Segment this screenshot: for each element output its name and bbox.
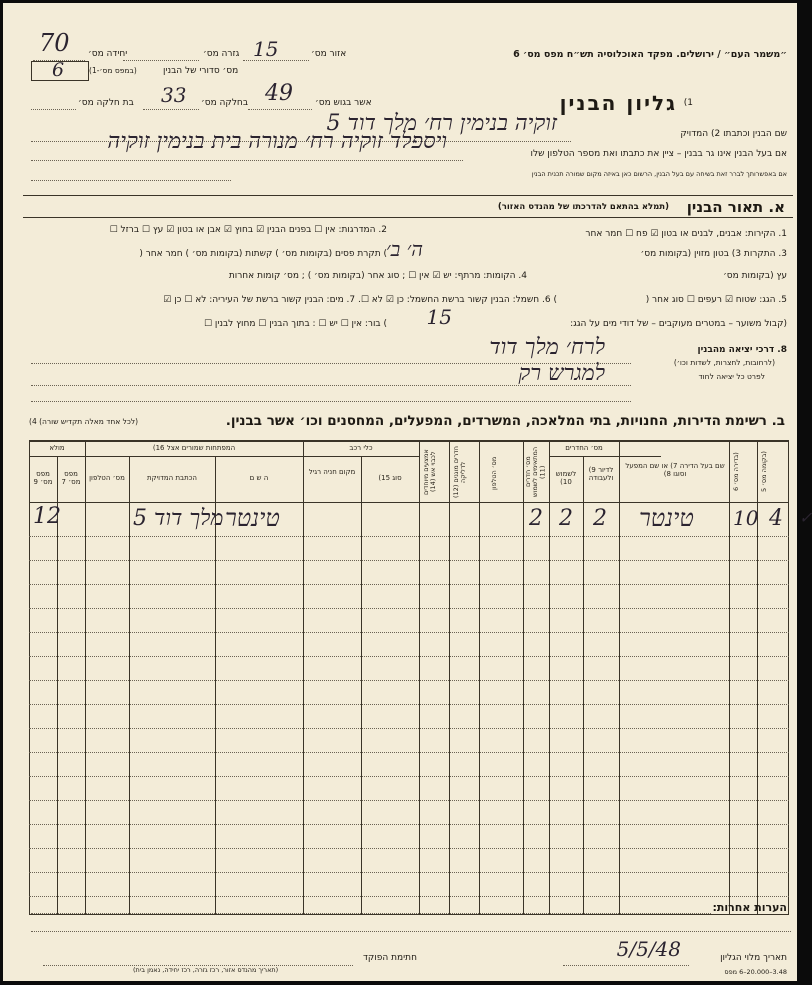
bat-helka-label: בת חלקה מס׳ (78, 98, 134, 108)
roof-row: 5. הגג: שטוח ☑ רעפים ☐ סוג אחר ( (645, 295, 787, 305)
water-tank-value: 15 (426, 305, 452, 329)
date-dotline (563, 965, 689, 966)
col-keys-header: המפתחות שמורים אצל 16) (152, 444, 236, 452)
row1-checkmark: ✓ (799, 508, 812, 527)
table-row (29, 560, 789, 561)
ceilings-row: 3. התקרות 3) בטון מזוין (בקומות מס׳ (640, 249, 787, 259)
exits-dotline-3 (31, 401, 631, 402)
col-keys-address-header: הכתבת המדויקת (147, 474, 197, 482)
section-b-title: ב. רשימת הדירות, החנויות, בתי המלאכה, המשרדים, המפעלים, המחסנים וכו׳ אשר בבנין. (225, 413, 785, 429)
exits-note1: (לרחובות, לחצרות, לשדות וכו׳) (673, 358, 775, 367)
owner-dotline (31, 160, 463, 161)
table-row (29, 728, 789, 729)
table-row (29, 632, 789, 633)
exits-dotline-1 (31, 363, 631, 364)
col-keys-phone-header: מס׳ הטלפון (89, 474, 125, 482)
col-vehicle-place-header: מקום חניה רגיל (308, 468, 356, 476)
table-row (29, 656, 789, 657)
table-row (29, 584, 789, 585)
exits-label: 8. דרכי יציאה מהבנין (697, 345, 787, 355)
serial-value: 6 (52, 59, 65, 81)
col-vehicle-type-header: סוג 15) (378, 474, 402, 482)
section-label: גזרה מס׳ (203, 49, 240, 59)
exits-value-2: למגרש רק (518, 361, 605, 386)
wood-row: עץ (בקומות מס׳ (723, 271, 787, 281)
col-rooms-header: מס׳ החדרים (565, 444, 603, 452)
date-value: 5/5/48 (616, 937, 681, 961)
section-a-top-rule (23, 195, 793, 196)
col-owner-header: שם בעל הדירה 7) או שם המפעל וסוגו 8) (625, 462, 725, 479)
area-label: אזור מס׳ (311, 49, 347, 59)
bat-helka-dotline (31, 109, 76, 110)
building-title-note: 1) (683, 98, 693, 108)
census-form-sheet (3, 3, 812, 981)
building-name-value: זוקיה בנימין רח׳ מלך דוד 5 (326, 111, 557, 136)
row1-keys-name: טינטר (225, 504, 280, 532)
col-phone-header: מס׳ הטלפון (490, 456, 498, 490)
stairs-row: 2. המדרגות: אין ☐ בפנים הבנין ☑ בחוץ ☑ אבן או בטון ☑ עץ ☐ ברזל ☐ (109, 225, 387, 235)
exits-dotline-2 (31, 385, 631, 386)
table-row (29, 704, 789, 705)
section-a-title: א. תאור הבנין (686, 198, 785, 216)
walls-row: 1. הקירות: אבנים, לבנים או בטון ☑ פח ☐ חמר אחר (585, 229, 787, 239)
table-row (29, 800, 789, 801)
notes-dotline-2 (31, 931, 791, 932)
ceilings-row-cont: ) תקרת פסים (בקומות מס׳ ) קשתות (בקומות מס׳ ) חמר אחר ( (139, 249, 387, 259)
stamp-note: (תאריך מהנדס אזור, רכז גזרה, רכז יחידה, נאמן בית) (133, 966, 279, 974)
row1-floor: 4 (769, 506, 783, 531)
col-vehicle-header: כלי רכב (349, 444, 373, 452)
col-rooms-suitable-header: מס׳ חדרים המתאימים לשמוש (11) (524, 446, 547, 498)
row1-apt: 10 (733, 506, 759, 530)
col-apt-header: בדירה מס׳ 6) (732, 452, 740, 492)
row1-filled-form9: 12 (33, 504, 61, 529)
ceilings-value: ה׳ ב׳ (386, 237, 423, 261)
exits-value-1: לרח׳ מלך דוד (489, 335, 605, 360)
owner-value: ויספלד זוקיה רח׳ מנורה בית בנימין זוקיה (107, 129, 447, 154)
other-notes-label: הערות אחרות: (712, 901, 787, 914)
serial-box (31, 61, 89, 81)
col-filled-form9-header: מפס מס׳ 9 (33, 470, 53, 487)
col-rooms-service-header: לשמוש 10) (555, 470, 577, 487)
helka-value: 33 (161, 83, 187, 107)
helka-dotline (143, 109, 199, 110)
area-dotline (243, 60, 309, 61)
section-a-note: (תמלא בהתאם להדרכתו של מהנדס האזור) (497, 202, 669, 212)
serial-label: מס׳ סדורי של הבנין (163, 66, 239, 76)
building-name-label: שם הבנין וכתבתו 2) המדויק (680, 129, 787, 139)
cistern-row: ) בור: אין ☐ יש ☐ : בתוך הבנין ☐ מחוץ לבנין ☐ (203, 319, 387, 329)
row1-rooms-service: 2 (559, 506, 573, 531)
table-row (29, 752, 789, 753)
date-label: תאריך מלוי הגליון (720, 953, 787, 963)
notes-dotline-1 (31, 913, 711, 914)
table-row (29, 680, 789, 681)
col-keys-name-header: ה ש ם (249, 474, 269, 482)
helka-label: בחלקה מס׳ (201, 98, 249, 108)
row1-owner: טינטר (639, 504, 694, 532)
form-title-line: ״משמר העם״ / ירושלים. מפקד האוכלוסיה תש״ח מפס מס׳ 6 (513, 49, 787, 60)
col-floor-header: בקומה מס׳ 5) (760, 451, 768, 493)
print-code: 3.48–20.000–6 מפס (724, 968, 787, 976)
table-row (29, 776, 789, 777)
water-tank-row: (קבול משוער – במטרים מעוקבים – של דודי מים על הגג: (570, 319, 787, 329)
col-rooms-living-header: לדיור 9) ולעבודה (588, 466, 614, 483)
table-row (29, 848, 789, 849)
row1-keys-address: מלך דוד 5 (133, 506, 224, 531)
table-row (29, 872, 789, 873)
apartments-table (29, 440, 812, 915)
col-filled-form7-header: מפס מס׳ 7 (61, 470, 81, 487)
serial-note: (במפס מס׳-1) (89, 66, 137, 75)
owner-note: אם באפשרותך לברר זאת בשיחה עם בעל הבנין, הרשום כאן באיזה מקום שמורה תכנית הבנין (531, 170, 787, 178)
owner-label: אם בעל הבנין אינו גר בבנין – ציין את כתבתו ואת מספר הטלפון שלו (530, 149, 787, 159)
table-row (29, 824, 789, 825)
section-dotline (123, 60, 199, 61)
gush-dotline (248, 109, 312, 110)
section-a-bottom-rule (23, 217, 793, 218)
table-row (29, 896, 789, 897)
gush-value: 49 (265, 81, 293, 106)
floors-row: 4. הקומות: מרתף: יש ☑ אין ☐ ; סוג אחר (בקומות מס׳ ) ; מס׳ קומות אחרות (228, 271, 527, 281)
gush-label: אשר בגוש מס׳ (315, 98, 372, 108)
owner-note-dotline (31, 180, 231, 181)
electricity-water-row: ) 6. חשמל: הבנין קשור ברשת החשמל: כן ☑ לא ☐. 7. מים: הבנין קשור ברשת של העיריה: לא ☐ כן ☑ (163, 295, 557, 305)
table-row (29, 608, 789, 609)
col-fire-means-header: אמצעים מיוחדים לכבוי אש (14) (422, 449, 438, 495)
signature-label: חתימת הפוקד (363, 953, 417, 963)
area-value: 15 (253, 37, 279, 61)
row1-rooms-suitable: 2 (529, 506, 543, 531)
building-sheet-title: גליון הבנין (559, 91, 677, 115)
exits-note2: לפרט כל יציאה לחוד (698, 372, 765, 381)
table-row (29, 536, 789, 537)
unit-value: 70 (39, 29, 70, 57)
row1-rooms-living: 2 (593, 506, 607, 531)
col-filled-header: מולא (49, 444, 65, 452)
section-b-note: (לכל אחד מאלה תקדיש שורה) 4) (29, 417, 139, 426)
col-fire-rooms-header: חדרים מוגנים (12) לדליקה (452, 446, 468, 498)
unit-label: יחידה מס׳ (88, 49, 128, 59)
